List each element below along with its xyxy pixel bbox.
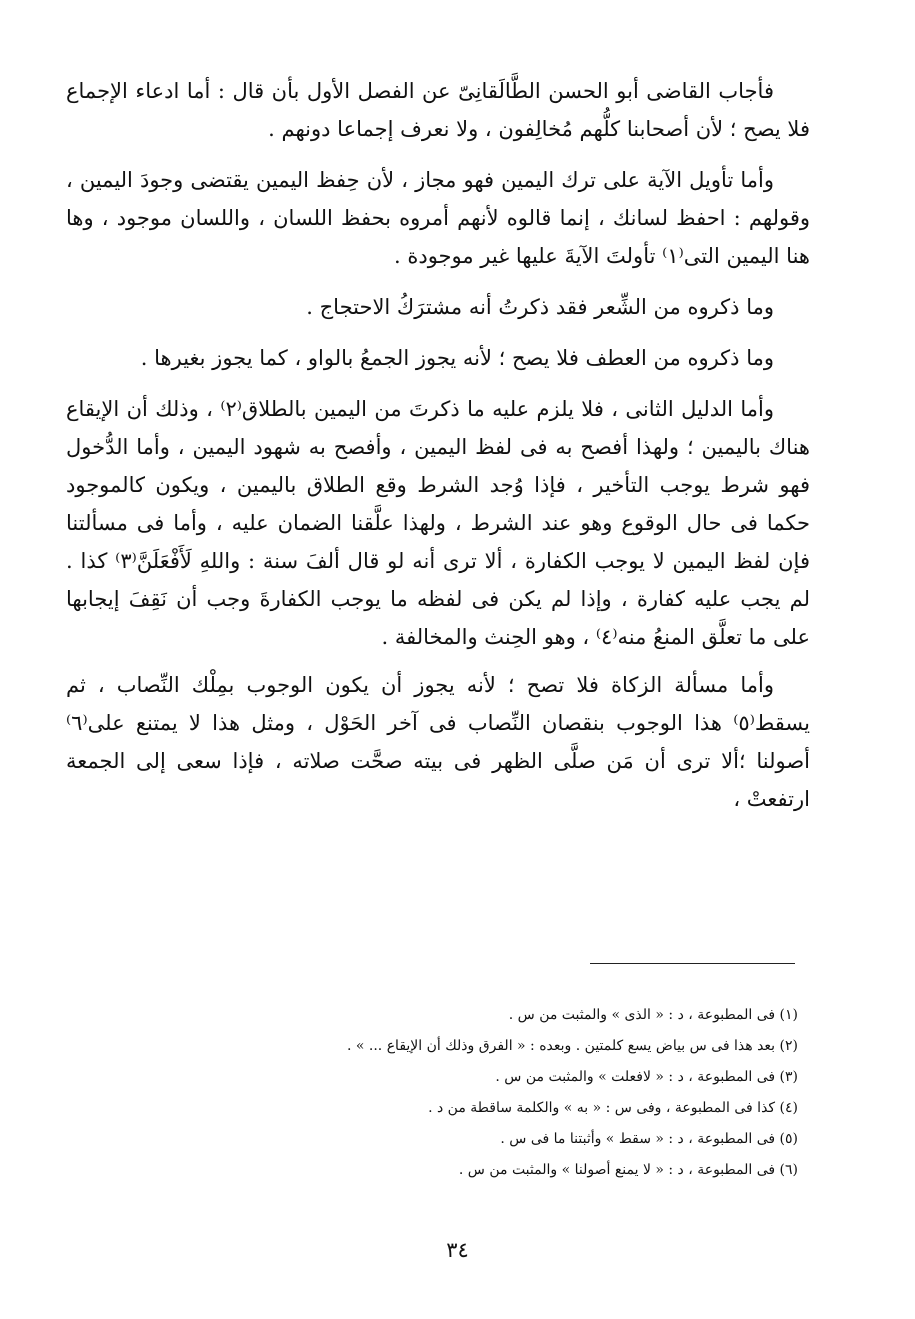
footnotes-section (120, 1000, 798, 1186)
paragraph-5: وأما الدليل الثانى ، فلا يلزم عليه ما ذكرتَ من اليمين بالطلاق⁽٢⁾ ، وذلك أن الإيقاع هناك باليمين ؛ ولهذا أفصح به فى لفظ اليمين ، وأفصح به شهود اليمين ، وأما الدُّخول فهو شرط يوجب التأخير ، فإذا وُجد الشرط وقع الطلاق باليمين ، ويكون كالموجود حكما فى حال الوقوع وهو عند الشرط ، ولهذا علَّقنا الضمان عليه ، وأما فى مسألتنا فإن لفظ اليمين لا يوجب الكفارة ، ألا ترى أنه لو قال ألفَ سنة : واللهِ لَأَفْعَلَنَّ⁽٣⁾ كذا . لم يجب عليه كفارة ، وإذا لم يكن فى لفظه ما يوجب الكفارةَ وجب أن نَقِفَ إيجابها على ما تعلَّق المنعُ منه⁽٤⁾ ، وهو الحِنث والمخالفة . (66, 397, 810, 649)
footnote-1: (١) فى المطبوعة ، د : « الذى » والمثبت من س . (508, 1007, 798, 1023)
paragraph-6: وأما مسألة الزكاة فلا تصح ؛ لأنه يجوز أن يكون الوجوب بمِلْك النِّصاب ، ثم يسقط⁽٥⁾ هذا الوجوب بنقصان النِّصاب فى آخر الحَوْل ، ومثل هذا لا يمتنع على⁽٦⁾ أصولنا ؛ألا ترى أن مَن صلَّى الظهر فى بيته صحَّت صلاته ، فإذا سعى إلى الجمعة ارتفعتْ ، (66, 673, 810, 811)
footnote-6: (٦) فى المطبوعة ، د : « لا يمنع أصولنا » والمثبت من س . (458, 1162, 798, 1178)
main-text-body (66, 72, 810, 831)
footnote-4: (٤) كذا فى المطبوعة ، وفى س : « به » والكلمة ساقطة من د . (428, 1100, 798, 1116)
paragraph-2: وأما تأويل الآية على ترك اليمين فهو مجاز ، لأن حِفظ اليمين يقتضى وجودَ اليمين ، وقولهم : احفظ لسانك ، إنما قالوه لأنهم أمروه بحفظ اللسان ، واللسان موجود ، وها هنا اليمين التى⁽١⁾ تأولتَ الآيةَ عليها غير موجودة . (66, 168, 810, 268)
footnote-2: (٢) بعد هذا فى س بياض يسع كلمتين . وبعده : « الفرق وذلك أن الإيقاع ... » . (346, 1038, 798, 1054)
paragraph-3: وما ذكروه من الشِّعر فقد ذكرتُ أنه مشترَكُ الاحتجاج . (306, 295, 774, 319)
page-number: ٣٤ (446, 1238, 469, 1262)
footnote-3: (٣) فى المطبوعة ، د : « لافعلت » والمثبت من س . (495, 1069, 798, 1085)
footnote-separator-line (590, 963, 795, 964)
paragraph-1: فأجاب القاضى أبو الحسن الطَّالَقانِىّ عن الفصل الأول بأن قال : أما ادعاء الإجماع فلا يصح ؛ لأن أصحابنا كلُّهم مُخالِفون ، ولا نعرف إجماعا دونهم . (66, 79, 810, 141)
footnote-5: (٥) فى المطبوعة ، د : « سقط » وأثبتنا ما فى س . (500, 1131, 798, 1147)
paragraph-4: وما ذكروه من العطف فلا يصح ؛ لأنه يجوز الجمعُ بالواو ، كما يجوز بغيرها . (140, 346, 774, 370)
